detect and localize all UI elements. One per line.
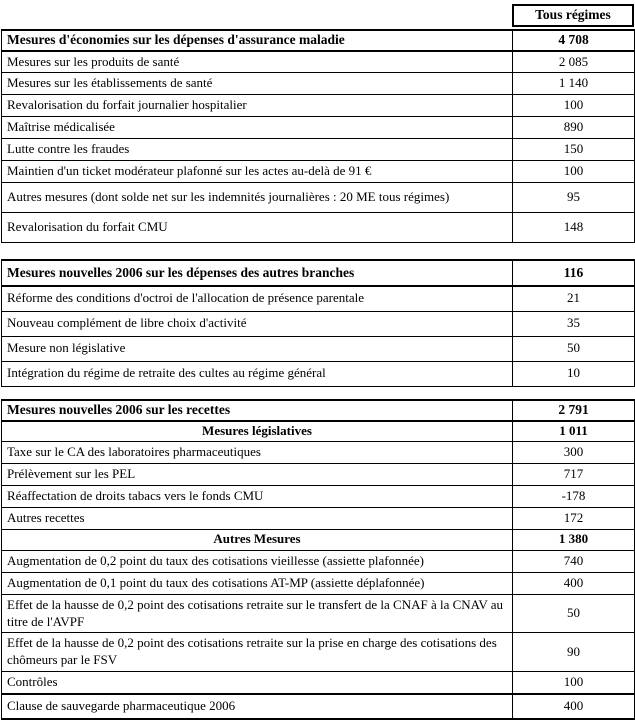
subsection-total: 1 380 <box>513 530 635 551</box>
row-label: Maintien d'un ticket modérateur plafonné sur les actes au-delà de 91 € <box>2 161 513 183</box>
table-row <box>2 362 635 387</box>
table-row <box>2 51 635 73</box>
row-value: 717 <box>513 464 635 486</box>
table-row <box>2 117 635 139</box>
column-header-row <box>1 4 634 27</box>
row-label: Effet de la hausse de 0,2 point des cotisations retraite sur la prise en charge des cotisations des chômeurs par le FSV <box>2 633 513 672</box>
table-row <box>2 182 635 212</box>
row-value: 740 <box>513 550 635 572</box>
row-value: 50 <box>513 594 635 633</box>
table-row <box>2 633 635 672</box>
row-label: Mesures sur les produits de santé <box>2 51 513 73</box>
row-label: Intégration du régime de retraite des cultes au régime général <box>2 362 513 387</box>
row-value: 148 <box>513 212 635 242</box>
table-row <box>2 212 635 242</box>
row-value: 1 140 <box>513 73 635 95</box>
table-row <box>2 312 635 337</box>
row-value: 35 <box>513 312 635 337</box>
table-row <box>2 286 635 311</box>
row-value: 21 <box>513 286 635 311</box>
table-row <box>2 337 635 362</box>
row-label: Prélèvement sur les PEL <box>2 464 513 486</box>
section-title-row <box>2 400 635 421</box>
row-label: Mesures sur les établissements de santé <box>2 73 513 95</box>
table-footer-row <box>2 694 635 719</box>
subsection-header-row <box>2 421 635 442</box>
table-assurance-maladie <box>1 29 635 243</box>
row-label: Augmentation de 0,1 point du taux des cotisations AT-MP (assiette déplafonnée) <box>2 572 513 594</box>
row-value: 50 <box>513 337 635 362</box>
table-total: 116 <box>513 260 635 287</box>
row-label: Clause de sauvegarde pharmaceutique 2006 <box>2 694 513 719</box>
table-row <box>2 442 635 464</box>
column-header-tous-regimes: Tous régimes <box>512 4 634 27</box>
table-title: Mesures nouvelles 2006 sur les dépenses des autres branches <box>2 260 513 287</box>
row-label: Taxe sur le CA des laboratoires pharmaceutiques <box>2 442 513 464</box>
row-value: 890 <box>513 117 635 139</box>
subsection-total: 1 011 <box>513 421 635 442</box>
row-value: 100 <box>513 672 635 694</box>
table-title: Mesures nouvelles 2006 sur les recettes <box>2 400 513 421</box>
table-row <box>2 139 635 161</box>
row-label: Réforme des conditions d'octroi de l'allocation de présence parentale <box>2 286 513 311</box>
section-title-row <box>2 30 635 51</box>
table-title: Mesures d'économies sur les dépenses d'assurance maladie <box>2 30 513 51</box>
row-value: 400 <box>513 572 635 594</box>
row-value: 100 <box>513 95 635 117</box>
subsection-title: Autres Mesures <box>2 530 513 551</box>
row-value: 2 085 <box>513 51 635 73</box>
row-label: Effet de la hausse de 0,2 point des cotisations retraite sur le transfert de la CNAF à la CNAV au titre de l'AVPF <box>2 594 513 633</box>
subsection-title: Mesures législatives <box>2 421 513 442</box>
row-label: Augmentation de 0,2 point du taux des cotisations vieillesse (assiette plafonnée) <box>2 550 513 572</box>
row-value: 172 <box>513 508 635 530</box>
row-label: Mesure non législative <box>2 337 513 362</box>
row-label: Nouveau complément de libre choix d'activité <box>2 312 513 337</box>
row-label: Lutte contre les fraudes <box>2 139 513 161</box>
row-value: 100 <box>513 161 635 183</box>
table-row <box>2 672 635 694</box>
row-value: 95 <box>513 182 635 212</box>
row-value: 150 <box>513 139 635 161</box>
row-label: Réaffectation de droits tabacs vers le fonds CMU <box>2 486 513 508</box>
row-value: -178 <box>513 486 635 508</box>
row-label: Autres recettes <box>2 508 513 530</box>
row-label: Contrôles <box>2 672 513 694</box>
table-row <box>2 95 635 117</box>
row-value: 300 <box>513 442 635 464</box>
table-row <box>2 550 635 572</box>
table-row <box>2 594 635 633</box>
section-title-row <box>2 260 635 287</box>
subsection-header-row <box>2 530 635 551</box>
row-value: 10 <box>513 362 635 387</box>
table-row <box>2 486 635 508</box>
table-row <box>2 161 635 183</box>
row-value: 90 <box>513 633 635 672</box>
table-total: 2 791 <box>513 400 635 421</box>
row-value: 400 <box>513 694 635 719</box>
table-recettes <box>1 399 635 720</box>
row-label: Maîtrise médicalisée <box>2 117 513 139</box>
table-autres-branches <box>1 259 635 387</box>
table-row <box>2 572 635 594</box>
column-header-spacer <box>1 4 512 27</box>
row-label: Revalorisation du forfait journalier hospitalier <box>2 95 513 117</box>
row-label: Autres mesures (dont solde net sur les indemnités journalières : 20 ME tous régimes) <box>2 182 513 212</box>
table-row <box>2 73 635 95</box>
table-row <box>2 464 635 486</box>
table-row <box>2 508 635 530</box>
table-total: 4 708 <box>513 30 635 51</box>
row-label: Revalorisation du forfait CMU <box>2 212 513 242</box>
